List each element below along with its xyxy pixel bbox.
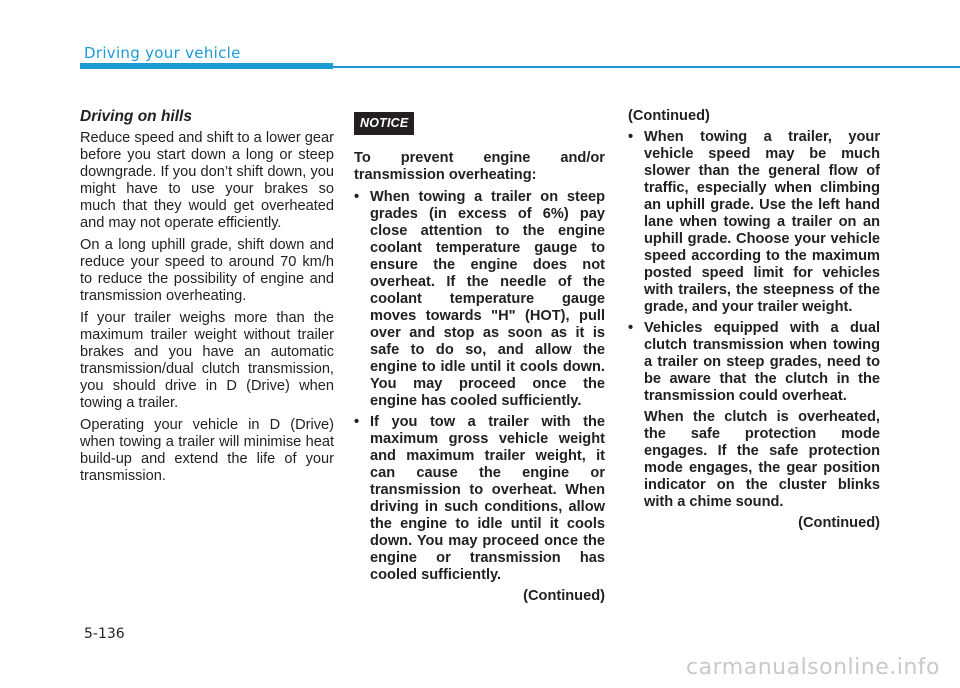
column-middle — [354, 108, 605, 605]
bullet-item — [354, 414, 605, 584]
continued-label: (Continued) — [523, 588, 605, 604]
section-title: Driving your vehicle — [84, 44, 241, 62]
continued-label: (Continued) — [628, 108, 710, 124]
notice-badge: NOTICE — [354, 112, 414, 135]
bullet-icon: • — [628, 129, 634, 145]
notice-intro: To prevent engine and/or transmission overheating: — [354, 150, 605, 183]
column-right — [628, 108, 880, 532]
paragraph: Operating your vehicle in D (Drive) when towing a trailer will minimise heat build-up and extend the life of your transmission. — [80, 417, 334, 484]
bullet-icon: • — [628, 320, 634, 336]
bullet-item — [628, 129, 880, 316]
header-rule-thin — [333, 66, 960, 68]
bullet-text: Vehicles equipped with a dual clutch transmission when towing a trailer on steep grades, need to be aware that the clutch in the transmission could overheat. — [644, 320, 880, 404]
header-rule-thick — [80, 63, 333, 69]
subsection-heading: Driving on hills — [80, 108, 192, 125]
watermark: carmanualsonline.info — [686, 655, 940, 680]
bullet-text: When towing a trailer on steep grades (in excess of 6%) pay close attention to the engine coolant temperature gauge to ensure the engine does not overheat. If the needle of the coolant temperature gauge moves towards "H" (HOT), pull over and stop as soon as it is safe to do so, and allow the engine to idle until it cools down. You may proceed once the engine has cooled sufficiently. — [370, 189, 605, 409]
bullet-text: If you tow a trailer with the maximum gross vehicle weight and maximum trailer weight, it can cause the engine or transmission to overheat. When driving in such conditions, allow the engine to idle until it cools down. You may proceed once the engine or transmission has cooled sufficiently. — [370, 414, 605, 583]
bullet-item — [628, 320, 880, 405]
bullet-text: When towing a trailer, your vehicle speed may be much slower than the general flow of traffic, especially when climbing an uphill grade. Use the left hand lane when towing a trailer on an uphill grade. Choose your vehicle speed according to the maximum posted speed limit for vehicles with trailers, the steepness of the grade, and your trailer weight. — [644, 129, 880, 315]
paragraph: Reduce speed and shift to a lower gear before you start down a long or steep downgrade. If you don’t shift down, you might have to use your brakes so much that they would get overheated and may not operate efficiently. — [80, 130, 334, 231]
bullet-icon: • — [354, 189, 360, 205]
bullet-item — [354, 189, 605, 410]
sub-paragraph: When the clutch is overheated, the safe protection mode engages. If the safe protection mode engages, the gear position indicator on the cluster blinks with a chime sound. — [644, 409, 880, 510]
paragraph: If your trailer weighs more than the maximum trailer weight without trailer brakes and you have an automatic transmission/dual clutch transmission, you should drive in D (Drive) when towing a trailer. — [80, 310, 334, 411]
page-number: 5-136 — [84, 626, 125, 642]
paragraph: On a long uphill grade, shift down and reduce your speed to around 70 km/h to reduce the possibility of engine and transmission overheating. — [80, 237, 334, 304]
bullet-icon: • — [354, 414, 360, 430]
column-left — [80, 108, 334, 490]
continued-label: (Continued) — [798, 515, 880, 531]
